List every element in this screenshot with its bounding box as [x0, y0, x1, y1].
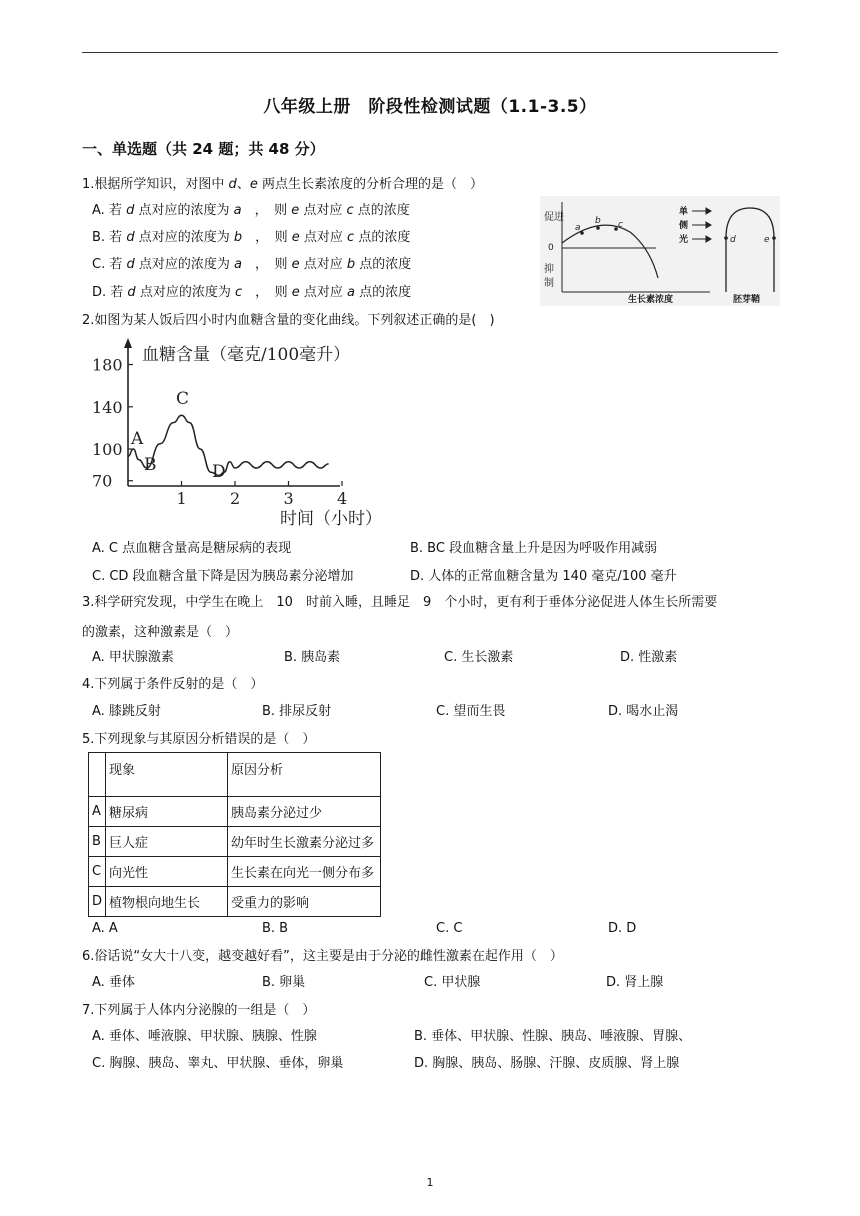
q5-table — [88, 752, 381, 917]
x-tick-label: 3 — [283, 489, 294, 508]
q5-option-c[interactable]: C. C — [436, 921, 463, 936]
coleoptile-label: 胚芽鞘 — [733, 295, 761, 305]
point-label-a: A — [131, 429, 144, 449]
point-e: e — [764, 235, 770, 245]
page-title: 八年级上册 阶段性检测试题（1.1-3.5） — [263, 97, 597, 117]
xaxis-label: 生长素浓度 — [628, 295, 674, 305]
promote-label: 促进 — [544, 212, 564, 223]
table-header-row — [89, 753, 381, 797]
table-header-cell: 现象 — [106, 753, 228, 797]
table-cell: 幼年时生长激素分泌过多 — [228, 827, 381, 857]
y-tick-label: 100 — [92, 440, 123, 460]
q2-option-b[interactable]: B. BC 段血糖含量上升是因为呼吸作用减弱 — [410, 541, 658, 556]
q5-stem: 5.下列现象与其原因分析错误的是（ ） — [82, 732, 316, 747]
q6-option-a[interactable]: A. 垂体 — [92, 975, 135, 990]
q6-option-c[interactable]: C. 甲状腺 — [424, 975, 481, 990]
auxin-figure — [540, 196, 780, 306]
light-3: 光 — [679, 235, 689, 245]
q3-option-b[interactable]: B. 胰岛素 — [284, 650, 341, 665]
chart-xlabel: 时间（小时） — [280, 509, 382, 528]
table-cell: C — [89, 857, 106, 887]
point-label-c: C — [176, 389, 190, 409]
table-header-cell: 原因分析 — [228, 753, 381, 797]
q3-option-a[interactable]: A. 甲状腺激素 — [92, 650, 174, 665]
q5-option-d[interactable]: D. D — [608, 921, 637, 936]
table-cell: 糖尿病 — [106, 797, 228, 827]
table-row — [89, 887, 381, 917]
q2-option-d[interactable]: D. 人体的正常血糖含量为 140 毫克/100 毫升 — [410, 569, 677, 584]
zero-label: 0 — [548, 243, 554, 253]
table-cell: A — [89, 797, 106, 827]
light-1: 单 — [679, 207, 689, 217]
y-axis-arrow — [124, 338, 132, 348]
inhibit-label-2: 制 — [544, 278, 554, 289]
q7-option-d[interactable]: D. 胸腺、胰岛、肠腺、汗腺、皮质腺、肾上腺 — [414, 1056, 680, 1071]
q1-stem: 1.根据所学知识，对图中 d、e 两点生长素浓度的分析合理的是（ ） — [82, 177, 483, 192]
page-number: 1 — [426, 1176, 434, 1189]
chart-title: 血糖含量（毫克/100毫升） — [142, 345, 351, 365]
blood-sugar-line — [128, 415, 329, 475]
q4-option-d[interactable]: D. 喝水止渴 — [608, 704, 679, 719]
table-cell: D — [89, 887, 106, 917]
point-c: c — [618, 220, 623, 230]
table-row — [89, 857, 381, 887]
q6-stem: 6.俗话说“女大十八变，越变越好看”，这主要是由于分泌的雌性激素在起作用（ ） — [82, 949, 563, 964]
q2-option-c[interactable]: C. CD 段血糖含量下降是因为胰岛素分泌增加 — [92, 569, 354, 584]
table-cell: 植物根向地生长 — [106, 887, 228, 917]
q7-stem: 7.下列属于人体内分泌腺的一组是（ ） — [82, 1003, 316, 1018]
table-cell: B — [89, 827, 106, 857]
table-row — [89, 797, 381, 827]
q2-option-a[interactable]: A. C 点血糖含量高是糖尿病的表现 — [92, 541, 292, 556]
q1-option-b[interactable]: B. 若 d 点对应的浓度为 b ， 则 e 点对应 c 点的浓度 — [92, 230, 411, 245]
q4-option-b[interactable]: B. 排尿反射 — [262, 704, 332, 719]
q3-stem-line2: 的激素，这种激素是（ ） — [82, 625, 239, 640]
section-heading: 一、单选题（共 24 题；共 48 分） — [82, 140, 325, 158]
table-row — [89, 827, 381, 857]
q7-option-a[interactable]: A. 垂体、唾液腺、甲状腺、胰腺、性腺 — [92, 1029, 317, 1044]
point-a: a — [575, 223, 581, 233]
y-tick-label: 140 — [92, 397, 123, 417]
table-cell: 巨人症 — [106, 827, 228, 857]
q1-option-a[interactable]: A. 若 d 点对应的浓度为 a ， 则 e 点对应 c 点的浓度 — [92, 203, 410, 218]
x-tick-label: 1 — [176, 489, 187, 508]
q4-option-a[interactable]: A. 膝跳反射 — [92, 704, 161, 719]
q7-option-c[interactable]: C. 胸腺、胰岛、睾丸、甲状腺、垂体，卵巢 — [92, 1056, 344, 1071]
q1-option-d[interactable]: D. 若 d 点对应的浓度为 c ， 则 e 点对应 a 点的浓度 — [92, 285, 412, 300]
inhibit-label-1: 抑 — [544, 264, 554, 275]
x-tick-label: 4 — [337, 489, 348, 508]
q6-option-b[interactable]: B. 卵巢 — [262, 975, 306, 990]
point-b: b — [595, 216, 601, 226]
table-cell: 向光性 — [106, 857, 228, 887]
y-tick-label: 180 — [92, 355, 123, 375]
q3-option-c[interactable]: C. 生长激素 — [444, 650, 514, 665]
x-tick-label: 2 — [230, 489, 241, 508]
table-header-cell — [89, 753, 106, 797]
table-cell: 受重力的影响 — [228, 887, 381, 917]
q3-stem-line1: 3.科学研究发现，中学生在晚上 10 时前入睡，且睡足 9 个小时，更有利于垂体分泌促进人体生长所需要 — [82, 595, 718, 610]
q1-option-c[interactable]: C. 若 d 点对应的浓度为 a ， 则 e 点对应 b 点的浓度 — [92, 257, 412, 272]
light-2: 侧 — [679, 221, 689, 231]
header-rule — [82, 52, 778, 53]
table-cell: 胰岛素分泌过少 — [228, 797, 381, 827]
point-label-b: B — [144, 455, 157, 475]
q4-option-c[interactable]: C. 望而生畏 — [436, 704, 506, 719]
point-label-d: D — [212, 462, 226, 482]
y-tick-label: 70 — [92, 471, 113, 491]
q3-option-d[interactable]: D. 性激素 — [620, 650, 678, 665]
q2-stem: 2.如图为某人饭后四小时内血糖含量的变化曲线。下列叙述正确的是( ) — [82, 313, 495, 328]
table-cell: 生长素在向光一侧分布多 — [228, 857, 381, 887]
q7-option-b[interactable]: B. 垂体、甲状腺、性腺、胰岛、唾液腺、胃腺、 — [414, 1029, 692, 1044]
point-d: d — [730, 235, 736, 245]
blood-sugar-chart — [90, 336, 410, 528]
q5-option-b[interactable]: B. B — [262, 921, 289, 936]
q4-stem: 4.下列属于条件反射的是（ ） — [82, 677, 264, 692]
q6-option-d[interactable]: D. 肾上腺 — [606, 975, 664, 990]
q5-option-a[interactable]: A. A — [92, 921, 118, 936]
